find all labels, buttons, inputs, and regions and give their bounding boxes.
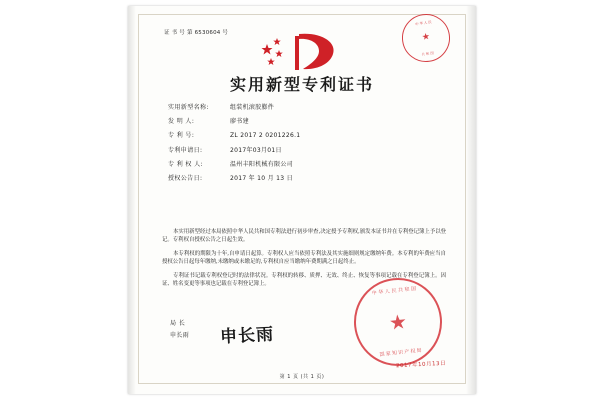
field-label-utility-model-name: 实用新型名称: — [168, 104, 209, 111]
seal-arc-bottom: 国家知识产权局 — [379, 347, 424, 359]
handwritten-signature: 申长雨 — [219, 324, 275, 348]
certificate-number: 证 书 号 第 6530604 号 — [164, 30, 229, 36]
star-icon: ★ — [421, 31, 431, 44]
field-label-inventor: 发 明 人: — [168, 118, 195, 126]
top-right-round-seal — [399, 11, 453, 65]
field-value-utility-model-name: 组装机滚胶膨件 — [230, 104, 275, 111]
top-seal-arc-bottom: 共和国 — [421, 50, 436, 57]
body-paragraph: 本实用新型经过本局依照中华人民共和国专利法进行初步审查,决定授予专利权,颁发本证书并在专利登记簿上予以登记。专利权自授权公告之日起生效。 — [162, 229, 446, 244]
field-value-grant-date: 2017 年 10 月 13 日 — [230, 174, 293, 182]
cnipa-logo-icon — [259, 30, 345, 74]
top-seal-arc-top: 中华人民 — [414, 19, 433, 27]
field-row — [168, 132, 442, 139]
body-paragraph: 本专利权的期限为十年,自申请日起算。专利权人应当依照专利法及其实施细则规定缴纳年费。本专利的年费应当自授权公告日起每年缴纳,未缴纳或未缴足的,专利权自应当缴纳年费期满之日起终止。 — [162, 250, 446, 266]
body-paragraph: 专利证书记载专利权登记时的法律状况。专利权的转移、质押、无效、终止、恢复等事项记载在专利登记簿上。因证、姓名变更等事项也记载在专利登记簿上。 — [162, 272, 446, 287]
field-value-patent-number: ZL 2017 2 0201226.1 — [230, 132, 301, 140]
field-label-grant-date: 授权公告日: — [168, 174, 203, 182]
field-row — [168, 175, 442, 182]
seal-date: 2017年10月13日 — [395, 360, 447, 370]
star-icon: ★ — [387, 309, 409, 335]
field-label-application-date: 专利申请日: — [168, 146, 203, 154]
certificate-fields — [168, 104, 442, 189]
page-title: 实用新型专利证书 — [229, 75, 374, 94]
field-row — [168, 104, 442, 111]
field-label-patentee: 专 利 权 人: — [168, 160, 203, 168]
signatory-name: 申长雨 — [170, 332, 190, 339]
field-value-application-date: 2017年03月01日 — [230, 146, 282, 154]
signatory-title: 局 长 — [170, 320, 186, 327]
field-row — [168, 161, 442, 168]
field-row — [168, 118, 442, 125]
page-footer: 第 1 页 (共 1 页) — [279, 374, 325, 380]
signature-block — [170, 318, 189, 342]
field-value-inventor: 廖书建 — [230, 118, 249, 126]
seal-arc-top: 中华人民共和国 — [371, 285, 419, 297]
patent-certificate-page — [128, 6, 476, 394]
field-value-patentee: 温州丰阳机械有限公司 — [230, 160, 294, 168]
field-row — [168, 147, 442, 154]
field-label-patent-number: 专 利 号: — [168, 132, 195, 140]
